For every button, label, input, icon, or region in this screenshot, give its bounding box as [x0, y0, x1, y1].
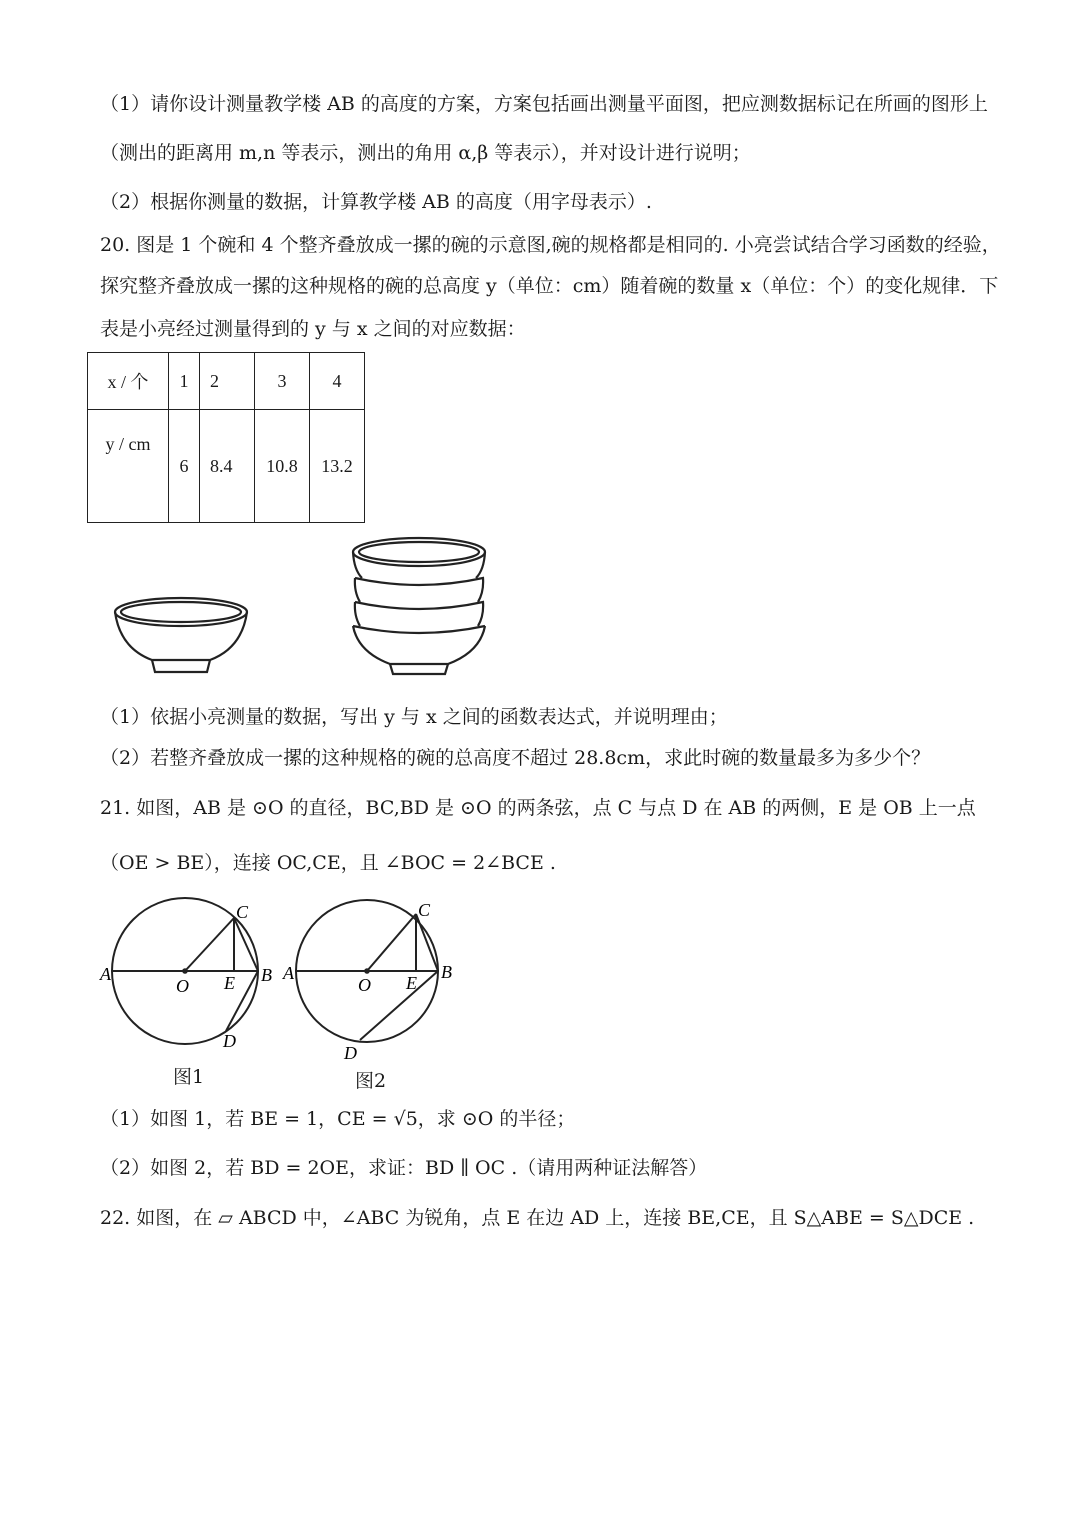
q21-part2: （2）如图 2，若 BD = 2OE，求证：BD ∥ OC .（请用两种证法解答）: [100, 1157, 708, 1179]
q20-stem-line1: 20. 图是 1 个碗和 4 个整齐叠放成一摞的碗的示意图,碗的规格都是相同的. 小亮尝试结合学习函数的经验，: [100, 234, 1001, 256]
segment-cb: [234, 918, 258, 971]
figure-2-caption: 图2: [355, 1070, 387, 1092]
x-value-cell: 3: [255, 353, 310, 410]
center-dot: [182, 968, 188, 974]
label-a: A: [283, 963, 294, 983]
segment-oc: [367, 914, 416, 971]
q21-stem-line2: （OE > BE），连接 OC,CE，且 ∠BOC = 2∠BCE .: [100, 852, 556, 874]
q20-part1: （1）依据小亮测量的数据，写出 y 与 x 之间的函数表达式，并说明理由；: [100, 706, 728, 728]
q19-part1-line1: （1）请你设计测量教学楼 AB 的高度的方案，方案包括画出测量平面图，把应测数据标记在所画的图形上: [100, 93, 988, 115]
label-d: D: [344, 1043, 357, 1063]
segment-bd: [360, 971, 438, 1040]
q20-stem-line3: 表是小亮经过测量得到的 y 与 x 之间的对应数据：: [100, 318, 526, 340]
table-row-x: [88, 353, 365, 410]
x-value-cell: 1: [169, 353, 200, 410]
xy-data-table: [87, 352, 365, 523]
q20-part2: （2）若整齐叠放成一摞的这种规格的碗的总高度不超过 28.8cm，求此时碗的数量最多为多少个？: [100, 747, 931, 769]
label-o: O: [358, 975, 371, 995]
q21-part1: （1）如图 1，若 BE = 1，CE = √5，求 ⊙O 的半径；: [100, 1108, 576, 1130]
y-value-cell: 10.8: [255, 410, 310, 523]
label-e: E: [224, 973, 235, 993]
x-value-cell: 4: [310, 353, 365, 410]
y-value-cell: 6: [169, 410, 200, 523]
circle-figure-1: [95, 895, 285, 1065]
y-header-cell: y / cm: [88, 410, 169, 523]
label-d: D: [223, 1031, 236, 1051]
q19-part1-line2: （测出的距离用 m,n 等表示，测出的角用 α,β 等表示），并对设计进行说明；: [100, 142, 751, 164]
label-c: C: [236, 902, 249, 922]
label-b: B: [261, 965, 272, 985]
single-bowl: [115, 598, 247, 672]
label-b: B: [441, 962, 452, 982]
label-e: E: [406, 973, 417, 993]
q19-part2: （2）根据你测量的数据，计算教学楼 AB 的高度（用字母表示）.: [100, 191, 652, 213]
bowls-illustration: [100, 530, 520, 680]
segment-cb: [416, 914, 438, 971]
q20-stem-line2: 探究整齐叠放成一摞的这种规格的碗的总高度 y（单位：cm）随着碗的数量 x（单位：个）的变化规律．下: [100, 275, 999, 297]
q22-stem: 22. 如图，在 ▱ ABCD 中，∠ABC 为锐角，点 E 在边 AD 上，连接 BE,CE，且 S△ABE = S△DCE .: [100, 1207, 975, 1229]
q21-stem-line1: 21. 如图，AB 是 ⊙O 的直径，BC,BD 是 ⊙O 的两条弦，点 C 与点 D 在 AB 的两侧，E 是 OB 上一点: [100, 797, 976, 819]
label-a: A: [100, 964, 111, 984]
segment-oc: [185, 918, 234, 971]
figure-1-caption: 图1: [173, 1066, 205, 1088]
circle-figure-2: [280, 895, 470, 1065]
x-header-cell: x / 个: [88, 353, 169, 410]
table-row-y: [88, 410, 365, 523]
label-c: C: [418, 900, 431, 920]
y-value-cell: 8.4: [200, 410, 255, 523]
y-value-cell: 13.2: [310, 410, 365, 523]
stacked-bowls: [353, 538, 485, 674]
label-o: O: [176, 976, 189, 996]
x-value-cell: 2: [200, 353, 255, 410]
center-dot: [364, 968, 370, 974]
